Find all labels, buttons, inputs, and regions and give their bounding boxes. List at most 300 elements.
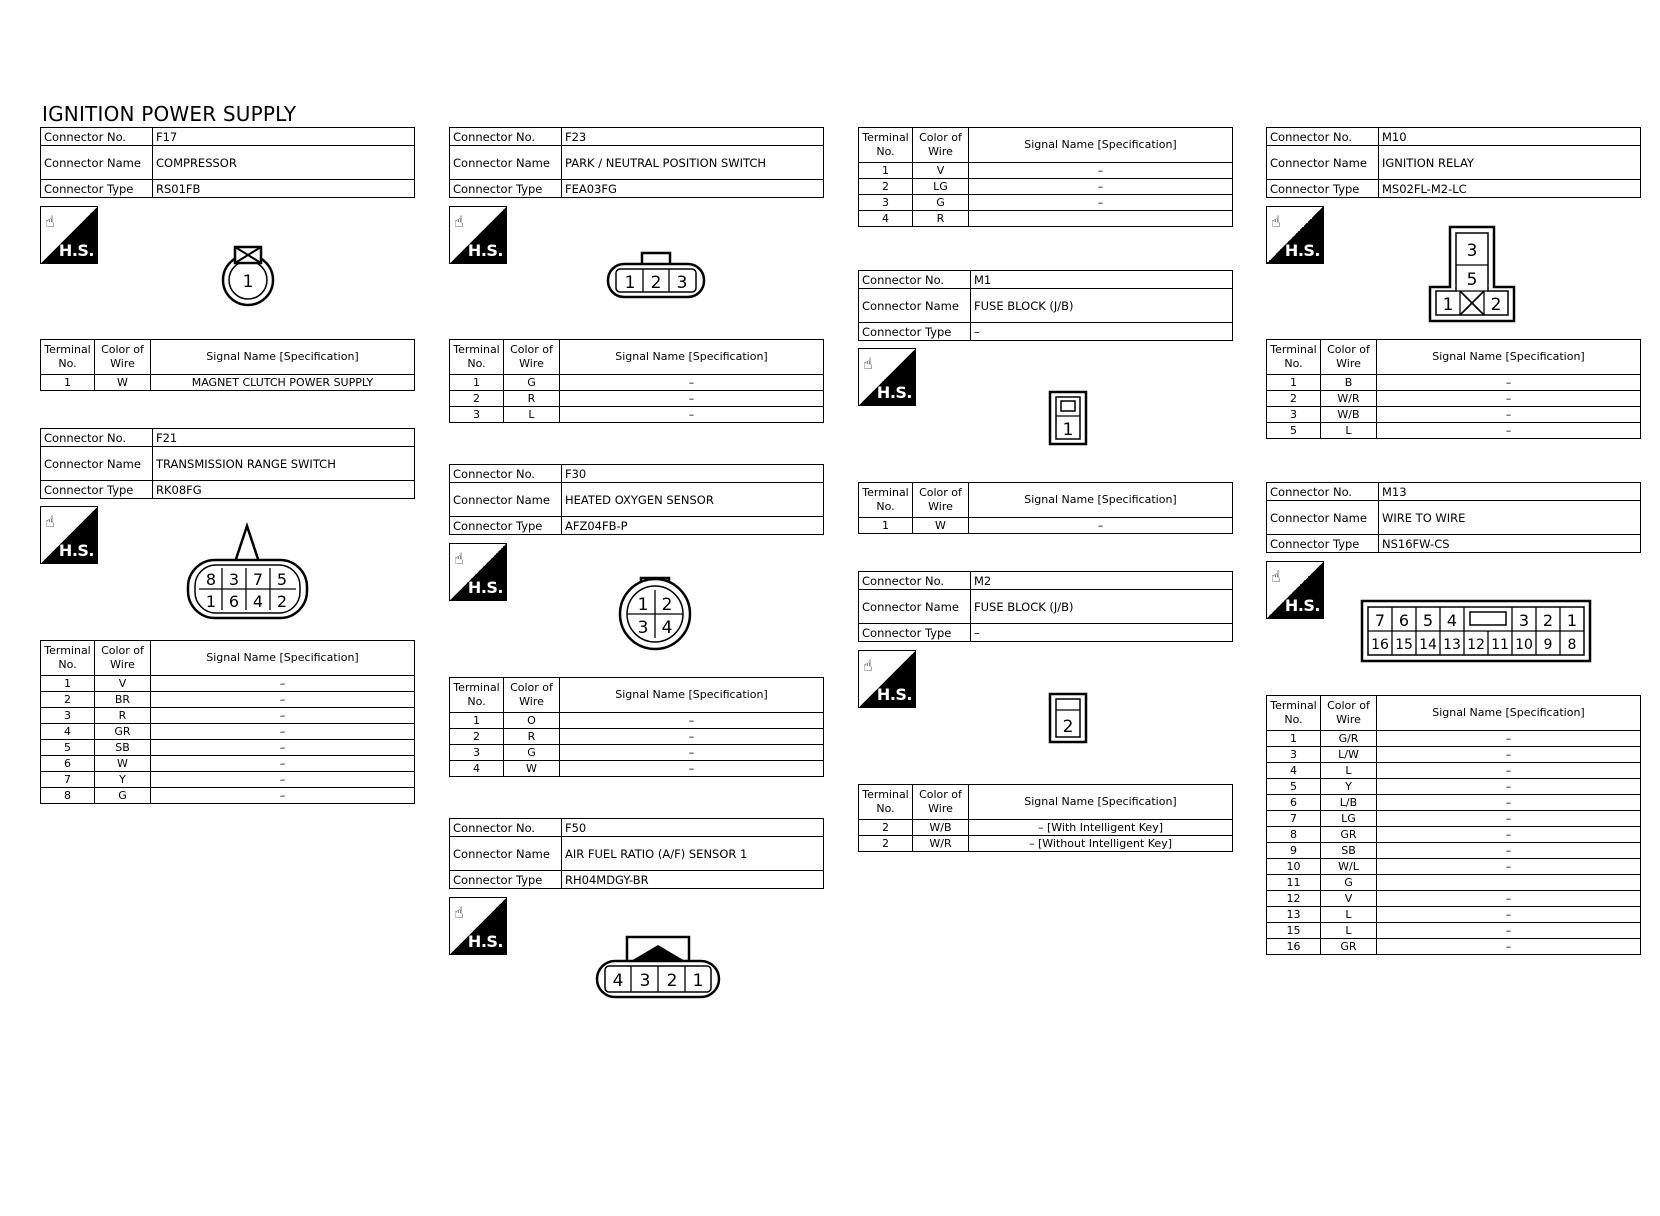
pin-label: 3 [1518, 611, 1530, 630]
table-row [1267, 907, 1641, 923]
table-row [1267, 859, 1641, 875]
pin-label: 11 [1491, 637, 1509, 653]
connector-face-m2 [1048, 692, 1088, 744]
table-cell: – [1377, 731, 1641, 747]
table-row [41, 708, 415, 724]
page-title: IGNITION POWER SUPPLY [42, 102, 297, 126]
table-row [1267, 375, 1641, 391]
table-cell: – [151, 676, 415, 692]
table-header-cell: Terminal No. [1267, 340, 1321, 375]
pin-label: 8 [205, 570, 217, 589]
terminal-table-f21 [40, 640, 415, 804]
label-connector-name: Connector Name [41, 146, 153, 180]
connector-type-value: RK08FG [153, 481, 415, 499]
table-cell: GR [1321, 939, 1377, 955]
table-header-cell: Signal Name [Specification] [1377, 696, 1641, 731]
connector-no-value: M1 [971, 271, 1233, 289]
connector-header-f50 [449, 818, 824, 889]
table-cell: – [1377, 907, 1641, 923]
pin-label: 2 [661, 595, 673, 615]
table-cell: – [1377, 423, 1641, 439]
table-row [450, 761, 824, 777]
terminal-table-f17 [40, 339, 415, 391]
table-row [1267, 423, 1641, 439]
pin-label: 9 [1543, 637, 1553, 653]
connector-name-value: HEATED OXYGEN SENSOR [562, 483, 824, 517]
pin-label: 13 [1443, 637, 1461, 653]
table-cell: 5 [1267, 779, 1321, 795]
table-cell: – [1377, 859, 1641, 875]
table-cell: – [151, 756, 415, 772]
connector-header-m1 [858, 270, 1233, 341]
table-row [1267, 795, 1641, 811]
table-cell: 4 [1267, 763, 1321, 779]
connector-no-value: F30 [562, 465, 824, 483]
table-row [41, 740, 415, 756]
table-cell: SB [95, 740, 151, 756]
harness-side-icon [858, 348, 916, 406]
table-cell: 15 [1267, 923, 1321, 939]
connector-name-value: PARK / NEUTRAL POSITION SWITCH [562, 146, 824, 180]
table-cell: 2 [41, 692, 95, 708]
connector-type-value: NS16FW-CS [1379, 535, 1641, 553]
table-cell: G [504, 745, 560, 761]
table-cell: 10 [1267, 859, 1321, 875]
table-cell: R [504, 729, 560, 745]
table-cell: – [151, 724, 415, 740]
table-cell: Connector No. [1267, 483, 1379, 501]
connector-name-value: COMPRESSOR [153, 146, 415, 180]
table-cell: 8 [1267, 827, 1321, 843]
table-cell: – [560, 407, 824, 423]
table-cell: L [1321, 923, 1377, 939]
table-header-cell: Color of Wire [1321, 696, 1377, 731]
table-row [1267, 827, 1641, 843]
table-header-cell: Color of Wire [913, 483, 969, 518]
table-cell: L/W [1321, 747, 1377, 763]
table-cell: 3 [450, 407, 504, 423]
table-cell: L/B [1321, 795, 1377, 811]
connector-no-value: F21 [153, 429, 415, 447]
connector-no-value: M2 [971, 572, 1233, 590]
table-cell: Connector Type [859, 323, 971, 341]
table-cell: Connector Name [450, 483, 562, 517]
table-cell: W/B [913, 820, 969, 836]
hand-icon: ☝ [1271, 567, 1281, 586]
hs-label: H.S. [58, 541, 94, 560]
table-cell: 1 [859, 518, 913, 534]
harness-side-icon [449, 543, 507, 601]
table-header-cell: Terminal No. [1267, 696, 1321, 731]
table-cell: 2 [1267, 391, 1321, 407]
table-cell: 9 [1267, 843, 1321, 859]
table-row [1267, 779, 1641, 795]
table-cell: R [913, 211, 969, 227]
table-cell: Connector Type [450, 517, 562, 535]
table-cell: GR [95, 724, 151, 740]
pin-label: 1 [624, 273, 636, 293]
table-row [859, 163, 1233, 179]
table-cell: Connector No. [859, 572, 971, 590]
table-header-cell: Terminal No. [450, 678, 504, 713]
th-color-of-wire: Color of Wire [95, 340, 151, 375]
table-cell: – [1377, 407, 1641, 423]
pin-label: 15 [1395, 637, 1413, 653]
table-cell: V [913, 163, 969, 179]
connector-name-value: AIR FUEL RATIO (A/F) SENSOR 1 [562, 837, 824, 871]
connector-header-f21 [40, 428, 415, 499]
hand-icon: ☝ [454, 212, 464, 231]
connector-face-m13 [1360, 599, 1592, 663]
table-cell: W [95, 756, 151, 772]
table-cell: G [504, 375, 560, 391]
table-cell: Connector Name [1267, 501, 1379, 535]
table-cell [1377, 875, 1641, 891]
table-cell: – [Without Intelligent Key] [969, 836, 1233, 852]
pin-label: 3 [1466, 241, 1478, 261]
table-cell: – [969, 195, 1233, 211]
table-row [859, 195, 1233, 211]
pin-label: 4 [1446, 611, 1458, 630]
table-cell: – [1377, 779, 1641, 795]
table-cell: Connector Type [450, 871, 562, 889]
table-cell: 3 [1267, 747, 1321, 763]
table-cell: – [1377, 747, 1641, 763]
pin-label: 4 [661, 618, 673, 638]
table-row [859, 820, 1233, 836]
table-row [1267, 763, 1641, 779]
table-cell: 1 [1267, 375, 1321, 391]
pin-label: 1 [637, 595, 649, 615]
table-cell: 2 [450, 729, 504, 745]
connector-type-value: RS01FB [153, 180, 415, 198]
table-cell: 3 [450, 745, 504, 761]
connector-type-value: – [971, 624, 1233, 642]
harness-side-icon [1266, 561, 1324, 619]
table-cell: Connector Type [1267, 180, 1379, 198]
table-cell: R [95, 708, 151, 724]
hand-icon: ☝ [45, 212, 55, 231]
connector-face-f30 [617, 576, 693, 650]
pin-label: 3 [637, 618, 649, 638]
table-cell: 11 [1267, 875, 1321, 891]
hand-icon: ☝ [454, 549, 464, 568]
connector-header-m10 [1266, 127, 1641, 198]
table-header-cell: Signal Name [Specification] [560, 340, 824, 375]
table-cell: 1 [450, 375, 504, 391]
pin-label: 3 [228, 570, 240, 589]
table-cell: Connector No. [450, 465, 562, 483]
pin-label: 1 [1566, 611, 1578, 630]
terminal-table-m2 [858, 784, 1233, 852]
pin-label: 4 [252, 592, 264, 611]
pin-label: 10 [1515, 637, 1533, 653]
harness-side-icon [40, 506, 98, 564]
table-row [1267, 891, 1641, 907]
harness-side-icon [449, 206, 507, 264]
pin-label: 6 [228, 592, 240, 611]
table-cell: – [1377, 843, 1641, 859]
connector-name-value: IGNITION RELAY [1379, 146, 1641, 180]
table-cell: W/L [1321, 859, 1377, 875]
table-cell: – [1377, 795, 1641, 811]
table-cell: Connector Name [859, 590, 971, 624]
table-row [41, 756, 415, 772]
label-connector-type: Connector Type [41, 180, 153, 198]
table-cell: V [95, 676, 151, 692]
table-row [450, 729, 824, 745]
table-cell: 4 [450, 761, 504, 777]
table-cell: 1 [41, 676, 95, 692]
connector-no-value: F50 [562, 819, 824, 837]
pin-label: 4 [612, 971, 624, 991]
table-cell: 7 [1267, 811, 1321, 827]
connector-face-f23 [606, 250, 706, 300]
table-cell: Connector Name [1267, 146, 1379, 180]
hand-icon: ☝ [863, 354, 873, 373]
table-cell: 3 [41, 708, 95, 724]
table-cell: – [560, 375, 824, 391]
table-cell: W/R [913, 836, 969, 852]
table-row [450, 375, 824, 391]
connector-header-m2 [858, 571, 1233, 642]
table-row [450, 407, 824, 423]
pin-label: 2 [1490, 295, 1502, 315]
table-cell: – [151, 708, 415, 724]
table-cell: Connector Name [450, 146, 562, 180]
table-cell: L [504, 407, 560, 423]
table-cell: L [1321, 423, 1377, 439]
table-row [1267, 923, 1641, 939]
table-header-cell: Signal Name [Specification] [969, 128, 1233, 163]
connector-type-value: RH04MDGY-BR [562, 871, 824, 889]
table-cell: 8 [41, 788, 95, 804]
table-cell: Connector Name [41, 447, 153, 481]
table-cell [969, 211, 1233, 227]
table-header-cell: Terminal No. [859, 128, 913, 163]
table-cell: – [560, 391, 824, 407]
table-cell: 1 [41, 375, 95, 391]
connector-name-value: FUSE BLOCK (J/B) [971, 289, 1233, 323]
table-cell: W/B [1321, 407, 1377, 423]
table-row [450, 745, 824, 761]
terminal-table-m10 [1266, 339, 1641, 439]
table-cell: 5 [41, 740, 95, 756]
table-cell: V [1321, 891, 1377, 907]
table-cell: Connector Type [41, 481, 153, 499]
table-cell: 2 [450, 391, 504, 407]
table-row [450, 713, 824, 729]
table-cell: 6 [41, 756, 95, 772]
table-cell: Connector No. [450, 128, 562, 146]
connector-face-f17 [220, 244, 280, 308]
pin-label: 1 [1442, 295, 1454, 315]
terminal-table-continued [858, 127, 1233, 227]
table-cell: 7 [41, 772, 95, 788]
table-cell: MAGNET CLUTCH POWER SUPPLY [151, 375, 415, 391]
table-cell: 13 [1267, 907, 1321, 923]
table-cell: – [969, 163, 1233, 179]
table-header-cell: Terminal No. [41, 641, 95, 676]
table-cell: L [1321, 907, 1377, 923]
table-cell: – [151, 788, 415, 804]
connector-name-value: WIRE TO WIRE [1379, 501, 1641, 535]
table-cell: 4 [41, 724, 95, 740]
table-cell: Connector No. [41, 429, 153, 447]
table-cell: 2 [859, 820, 913, 836]
table-cell: Connector Name [450, 837, 562, 871]
connector-face-f50 [595, 935, 721, 999]
connector-name-value: TRANSMISSION RANGE SWITCH [153, 447, 415, 481]
table-row [41, 375, 415, 391]
table-cell: – [560, 713, 824, 729]
table-cell: – [With Intelligent Key] [969, 820, 1233, 836]
pin-label: 1 [205, 592, 217, 611]
connector-header-m13 [1266, 482, 1641, 553]
label-connector-no: Connector No. [41, 128, 153, 146]
table-cell: O [504, 713, 560, 729]
table-row [41, 676, 415, 692]
table-cell: Connector Type [1267, 535, 1379, 553]
pin-label: 14 [1419, 637, 1437, 653]
hs-label: H.S. [1284, 241, 1320, 260]
harness-side-icon [40, 206, 98, 264]
table-cell: – [1377, 391, 1641, 407]
pin-label: 1 [692, 971, 704, 991]
table-cell: 16 [1267, 939, 1321, 955]
pin-label: 2 [1062, 717, 1074, 737]
th-terminal-no: Terminal No. [41, 340, 95, 375]
table-row [859, 211, 1233, 227]
hs-label: H.S. [58, 241, 94, 260]
table-cell: – [151, 772, 415, 788]
connector-no-value: M13 [1379, 483, 1641, 501]
table-header-cell: Signal Name [Specification] [1377, 340, 1641, 375]
table-cell: G [1321, 875, 1377, 891]
table-row [1267, 875, 1641, 891]
connector-header-f23 [449, 127, 824, 198]
hs-label: H.S. [467, 578, 503, 597]
table-cell: – [1377, 939, 1641, 955]
hs-label: H.S. [876, 383, 912, 402]
table-header-cell: Terminal No. [859, 785, 913, 820]
table-cell: W/R [1321, 391, 1377, 407]
table-cell: – [1377, 891, 1641, 907]
hand-icon: ☝ [863, 656, 873, 675]
table-cell: – [560, 745, 824, 761]
pin-label: 3 [676, 273, 688, 293]
table-row [859, 518, 1233, 534]
hs-label: H.S. [467, 932, 503, 951]
table-cell: – [969, 518, 1233, 534]
table-cell: W [913, 518, 969, 534]
connector-face-m10 [1428, 225, 1516, 323]
table-cell: Connector Name [859, 289, 971, 323]
th-signal-name: Signal Name [Specification] [151, 340, 415, 375]
table-row [859, 179, 1233, 195]
table-row [1267, 731, 1641, 747]
table-row [41, 692, 415, 708]
table-header-cell: Color of Wire [913, 785, 969, 820]
connector-face-m1 [1048, 390, 1088, 446]
pin-label: 5 [1466, 270, 1478, 290]
table-cell: – [151, 692, 415, 708]
table-cell: 4 [859, 211, 913, 227]
table-cell: G [913, 195, 969, 211]
table-row [450, 391, 824, 407]
table-cell: – [1377, 923, 1641, 939]
table-cell: – [969, 179, 1233, 195]
pin-label: 12 [1467, 637, 1485, 653]
terminal-table-f30 [449, 677, 824, 777]
pin-label: 1 [1062, 420, 1074, 440]
pin-label: 3 [639, 971, 651, 991]
connector-type-value: AFZ04FB-P [562, 517, 824, 535]
table-cell: G/R [1321, 731, 1377, 747]
table-cell: – [560, 729, 824, 745]
hand-icon: ☝ [45, 512, 55, 531]
table-row [41, 772, 415, 788]
connector-header-f17 [40, 127, 415, 198]
table-cell: Connector Type [859, 624, 971, 642]
table-cell: G [95, 788, 151, 804]
table-cell: L [1321, 763, 1377, 779]
table-cell: GR [1321, 827, 1377, 843]
table-cell: – [1377, 811, 1641, 827]
terminal-table-m1 [858, 482, 1233, 534]
table-row [41, 724, 415, 740]
table-cell: 1 [450, 713, 504, 729]
table-header-cell: Color of Wire [913, 128, 969, 163]
harness-side-icon [1266, 206, 1324, 264]
table-cell: 6 [1267, 795, 1321, 811]
table-header-cell: Color of Wire [504, 340, 560, 375]
table-header-cell: Signal Name [Specification] [969, 483, 1233, 518]
table-cell: BR [95, 692, 151, 708]
table-cell: Y [95, 772, 151, 788]
table-header-cell: Signal Name [Specification] [560, 678, 824, 713]
terminal-table-f23 [449, 339, 824, 423]
table-cell: W [504, 761, 560, 777]
terminal-table-m13 [1266, 695, 1641, 955]
table-cell: 12 [1267, 891, 1321, 907]
harness-side-icon [449, 897, 507, 955]
table-row [1267, 391, 1641, 407]
table-cell: – [1377, 827, 1641, 843]
table-row [1267, 407, 1641, 423]
table-cell: – [1377, 375, 1641, 391]
table-cell: 1 [859, 163, 913, 179]
table-cell: Connector Type [450, 180, 562, 198]
pin-label: 1 [242, 272, 254, 292]
connector-no-value: M10 [1379, 128, 1641, 146]
table-cell: SB [1321, 843, 1377, 859]
table-row [1267, 939, 1641, 955]
table-header-cell: Signal Name [Specification] [969, 785, 1233, 820]
connector-header-f30 [449, 464, 824, 535]
table-header-cell: Terminal No. [450, 340, 504, 375]
table-cell: 2 [859, 179, 913, 195]
table-row [41, 788, 415, 804]
table-row [1267, 747, 1641, 763]
table-header-cell: Color of Wire [1321, 340, 1377, 375]
table-cell: 2 [859, 836, 913, 852]
table-cell: 3 [1267, 407, 1321, 423]
connector-no-value: F23 [562, 128, 824, 146]
connector-face-f21 [185, 524, 310, 620]
pin-label: 2 [666, 971, 678, 991]
pin-label: 5 [1422, 611, 1434, 630]
